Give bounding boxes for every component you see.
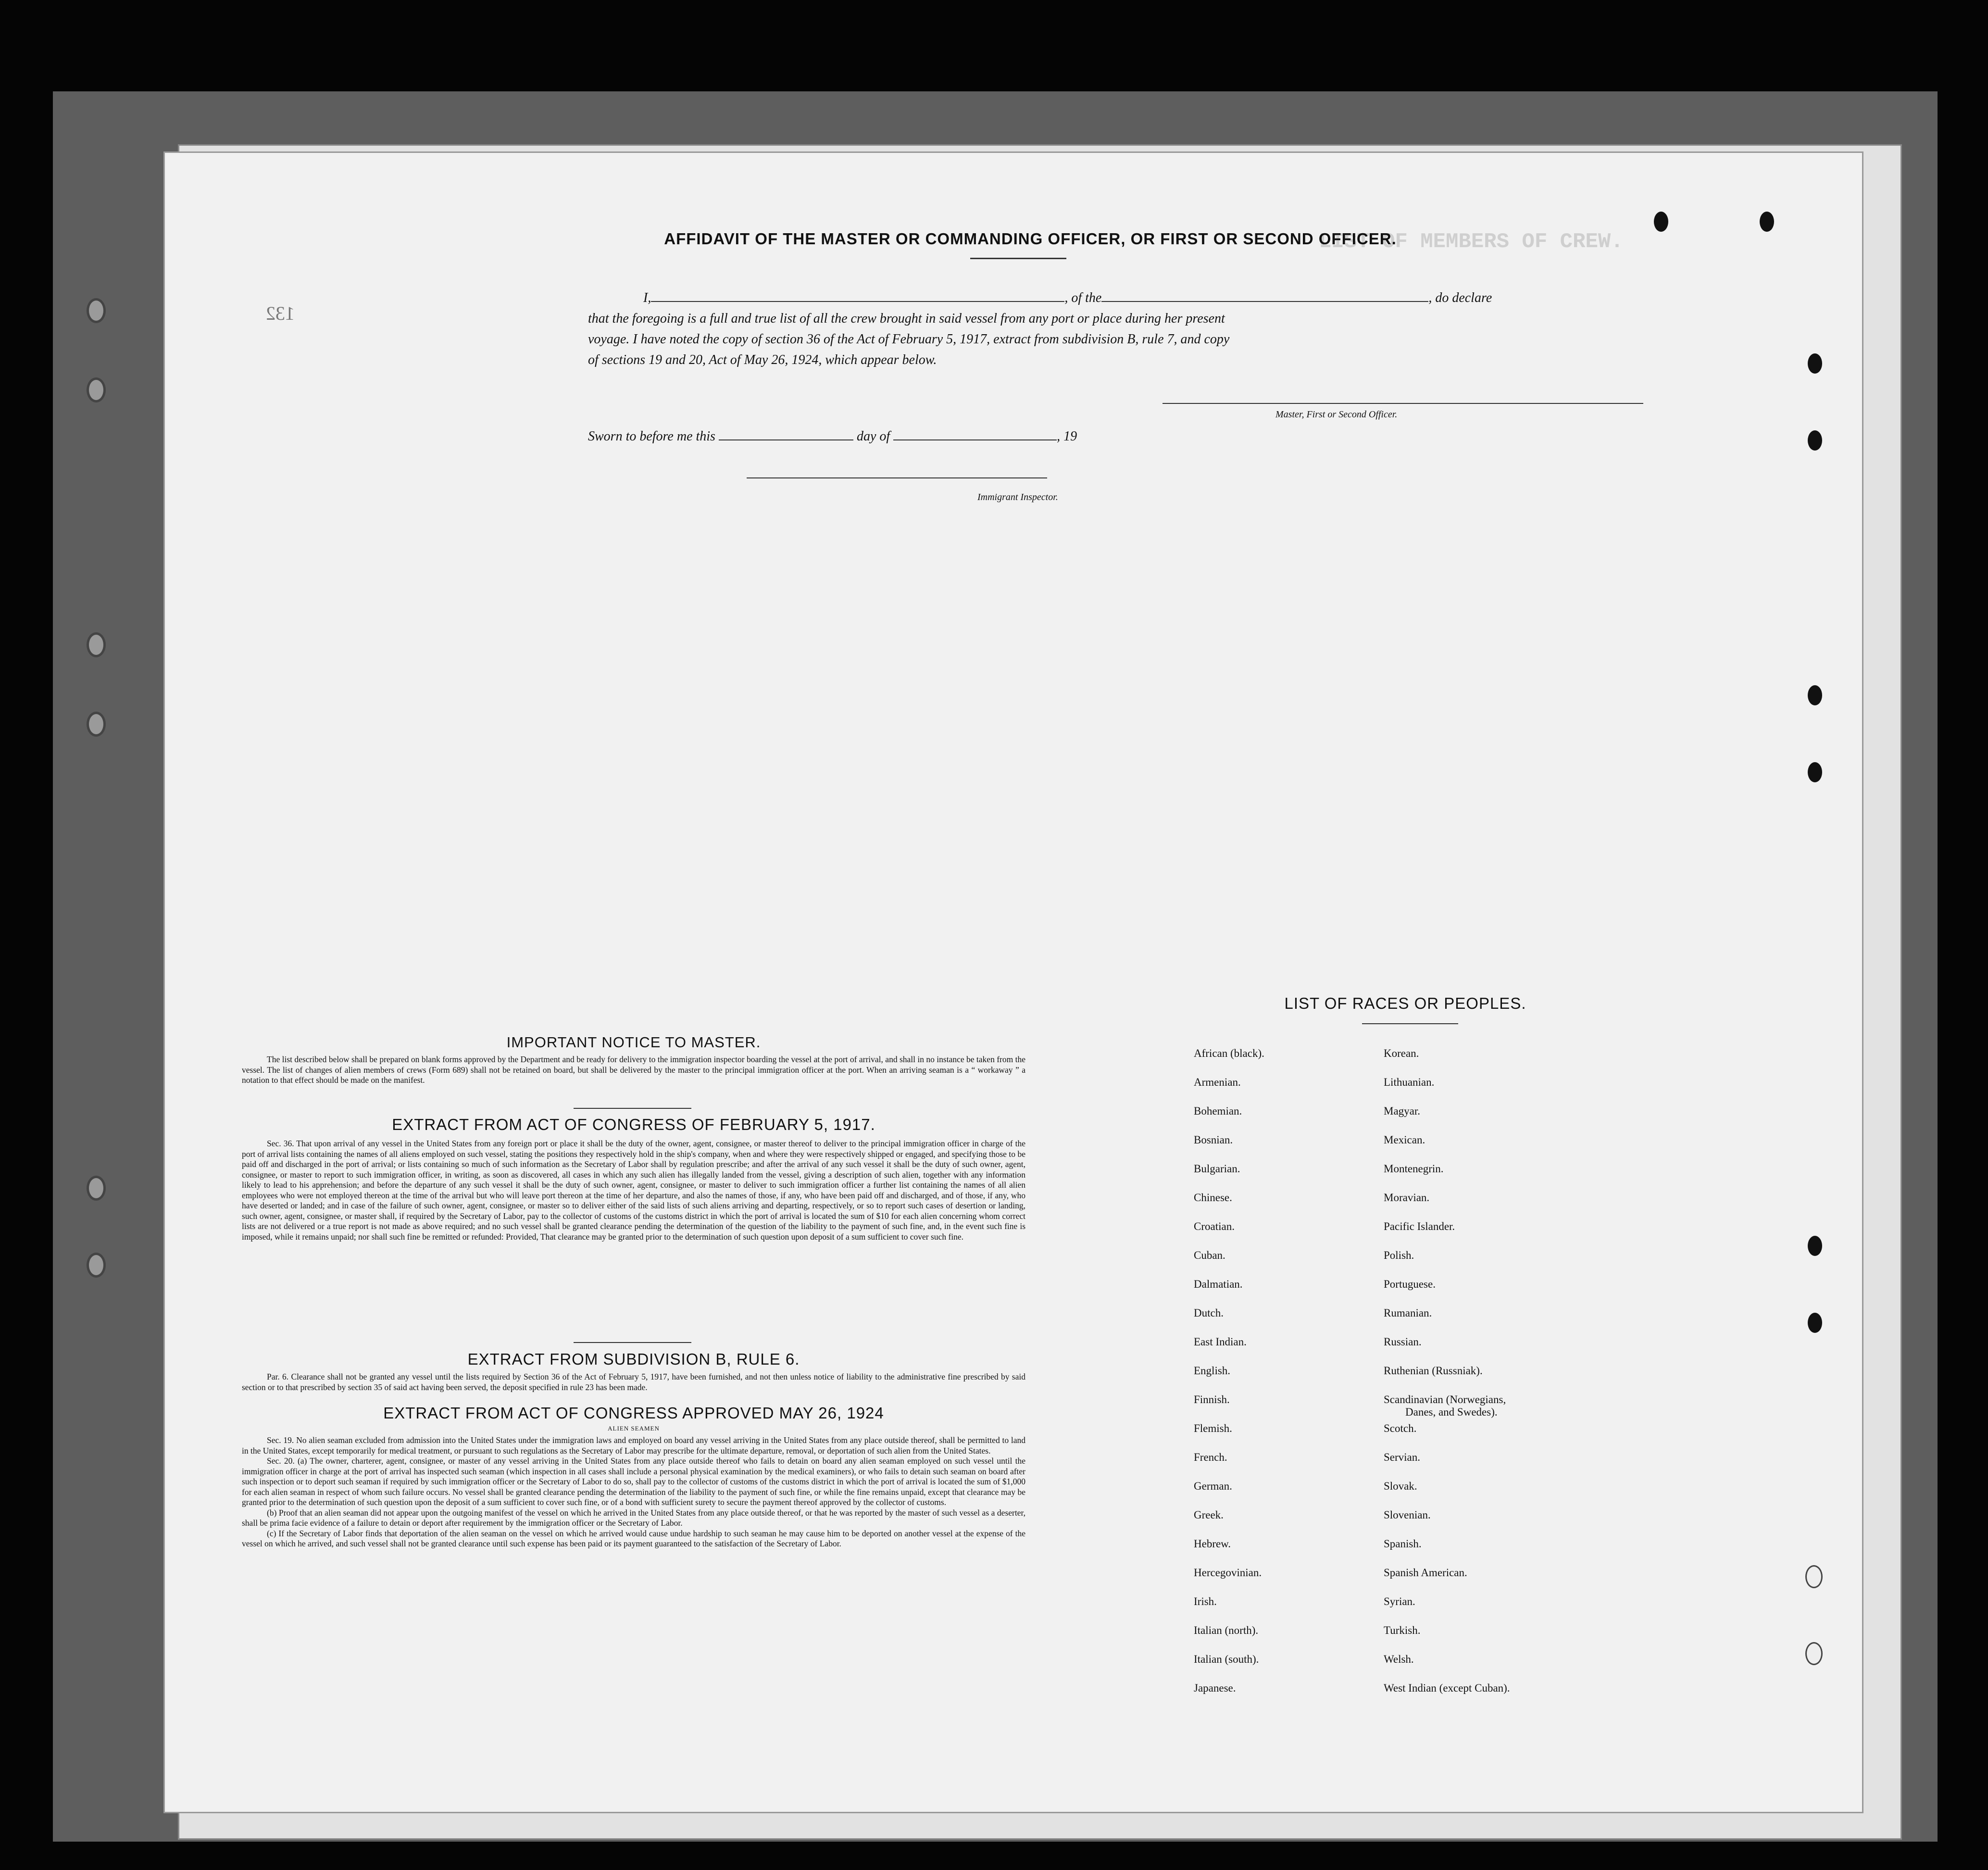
race-item: Magyar. [1384,1105,1421,1117]
punch-hole [1808,353,1822,374]
race-item: Slovak. [1384,1480,1417,1492]
sworn-year: , 19 [1057,429,1077,444]
race-item: Scandinavian (Norwegians, [1384,1393,1506,1406]
officer-name-blank [651,289,1064,302]
divider [1362,1023,1458,1024]
divider [574,1342,691,1343]
race-item: Spanish American. [1384,1567,1467,1579]
race-item: Bohemian. [1194,1105,1242,1117]
race-item: Syrian. [1384,1595,1415,1607]
race-item: Dutch. [1194,1307,1224,1319]
master-signature-line [1163,403,1643,404]
extract-rule6-text [242,1372,1025,1393]
punch-hole [1760,212,1774,232]
race-item: Danes, and Swedes). [1405,1406,1498,1418]
race-item: Welsh. [1384,1653,1414,1665]
race-item: Irish. [1194,1595,1217,1607]
race-item: Japanese. [1194,1682,1236,1694]
race-item: Croatian. [1194,1220,1235,1232]
races-title: LIST OF RACES OR PEOPLES. [1284,994,1526,1012]
race-item: Bosnian. [1194,1134,1233,1146]
race-item: Slovenian. [1384,1509,1431,1521]
extract-rule6-title: EXTRACT FROM SUBDIVISION B, RULE 6. [467,1350,800,1368]
race-item: German. [1194,1480,1232,1492]
document-page [163,151,1863,1813]
divider [970,258,1066,259]
sec-36-paragraph: Sec. 36. That upon arrival of any vessel in the United States from any foreign port or place it shall be the duty of the owner, agent, consignee, or master thereof to deliver to the principal immigration officer in charge of the port of arrival lists containing the names of all aliens employed on such vessel, stating the positions they respectively hold in the ship's company, when and where they were respectively shipped or engaged, and specifying those to be paid off and discharged in the port of arrival; or lists containing so much of such information as the Secretary of Labor shall by regulation prescribe; and after the arrival of any such vessel it shall be the duty of such owner, agent, consignee, or master to report to such immigration officer, in writing, as soon as discovered, all cases in which any such alien has illegally landed from the vessel, giving a description of such alien, together with any information likely to lead to his apprehension; and before the departure of any such vessel it shall be the duty of such owner, agent, consignee, or master to deliver to such immigration officer a further list containing the names of all alien employees who were not employed thereon at the time of the arrival but who will leave port thereon at the time of her departure, and also the names of those, if any, who have been paid off and discharged, and of those, if any, who have deserted or landed; and in case of the failure of such owner, agent, consignee, or master so to deliver either of the said lists of such aliens arriving and departing, respectively, or so to report such cases of desertion or landing, such owner, agent, consignee, or master shall, if required by the Secretary of Labor, pay to the collector of customs of the customs district in which the port of arrival is located the sum of $10 for each alien concerning whom correct lists are not delivered or a true report is not made as above required; and no such vessel shall be granted clearance pending the determination of the question of the liability to the payment of such fine, and, in the event such fine is imposed, while it remains unpaid; nor shall such fine be remitted or refunded: Provided, That clearance may be granted prior to the determination of such question upon deposit of a sum sufficient to cover such fine. [242,1139,1025,1242]
punch-hole [87,377,106,402]
race-item: Dalmatian. [1194,1278,1243,1290]
race-item: Korean. [1384,1047,1419,1059]
extract-1917-text [242,1139,1025,1242]
punch-hole [1808,762,1822,782]
master-signature-label: Master, First or Second Officer. [1275,409,1398,420]
sec-20b-paragraph: (b) Proof that an alien seaman did not appear upon the outgoing manifest of the vessel on which he arrived in the United States from any place outside thereof, or that he was reported by the master of such vessel as a deserter, shall be prima facie evidence of a failure to detain or deport after requirement by the immigration officer or the Secretary of Labor. [242,1507,1025,1528]
race-item: Hercegovinian. [1194,1567,1262,1579]
extract-1924-title: EXTRACT FROM ACT OF CONGRESS APPROVED MAY 26, 1924 [383,1404,884,1422]
race-item: Flemish. [1194,1422,1232,1434]
race-item: Russian. [1384,1336,1422,1348]
race-item: Pacific Islander. [1384,1220,1455,1232]
race-item: African (black). [1194,1047,1264,1059]
race-item: Hebrew. [1194,1538,1231,1550]
bleed-through-text: LIST OF MEMBERS OF CREW. [1319,230,1624,254]
extract-1917-title: EXTRACT FROM ACT OF CONGRESS OF FEBRUARY 5, 1917. [392,1116,875,1133]
sworn-month-blank [893,427,1057,440]
race-item: Moravian. [1384,1192,1430,1204]
affidavit-line-1 [588,288,1665,308]
punch-hole [87,298,106,323]
race-item: Mexican. [1384,1134,1425,1146]
race-item: East Indian. [1194,1336,1247,1348]
sworn-line [588,427,1077,444]
affidavit-line-3: voyage. I have noted the copy of section 36 of the Act of February 5, 1917, extract from subdivision B, rule 7, and copy [588,332,1230,347]
race-item: Scotch. [1384,1422,1417,1434]
race-item: Finnish. [1194,1393,1230,1406]
punch-hole [1654,212,1668,232]
sec-20a-paragraph: Sec. 20. (a) The owner, charterer, agent, consignee, or master of any vessel arriving in the United States from any place outside thereof who fails to detain on board any alien seaman employed on such vessel until the immigration officer in charge at the port of arrival has inspected such seaman (which inspection in all cases shall include a personal physical examination by the medical examiners), or who fails to detain such seaman on board after such inspection or to deport such seaman if required by such immigration officer or the Secretary of Labor to do so, shall pay to the collector of customs of the customs district in which the port of arrival is located the sum of $1,000 for each alien seaman in respect of whom such failure occurs. No vessel shall be granted clearance pending the determination of the liability to the payment of such fine, or while the fine remains unpaid, except that clearance may be granted prior to the determination of such question upon the deposit of a sum sufficient to cover such fine, or of a bond with sufficient surety to secure the payment thereof approved by the collector of customs. [242,1456,1025,1507]
inspector-label: Immigrant Inspector. [977,492,1058,502]
label-do-declare: , do declare [1428,290,1492,305]
race-item: Portuguese. [1384,1278,1436,1290]
race-item: French. [1194,1451,1227,1463]
affidavit-title: AFFIDAVIT OF THE MASTER OR COMMANDING OFFICER, OR FIRST OR SECOND OFFICER. [664,230,1397,248]
punch-hole [1808,430,1822,451]
race-item: Montenegrin. [1384,1163,1444,1175]
race-item: Armenian. [1194,1076,1241,1088]
vessel-name-blank [1101,289,1428,302]
punch-hole [87,712,106,737]
notice-paragraph: The list described below shall be prepared on blank forms approved by the Department and be ready for delivery to the immigration inspector boarding the vessel at the port of arrival, and shall in no instance be taken from the vessel. The list of changes of alien members of crews (Form 689) shall not be retained on board, but shall be delivered by the master to the principal immigration officer at the port. When an arriving seaman is a “ workaway ” a notation to that effect should be made on the manifest. [242,1054,1025,1085]
extract-1924-subtitle: ALIEN SEAMEN [608,1425,660,1432]
sec-19-paragraph: Sec. 19. No alien seaman excluded from admission into the United States under the immigration laws and employed on board any vessel arriving in the United States from any place outside thereof, shall be permitted to land in the United States, except temporarily for medical treatment, or pursuant to such regulations as the Secretary of Labor may prescribe for the ultimate departure, removal, or deportation of such alien from the United States. [242,1435,1025,1456]
notice-title: IMPORTANT NOTICE TO MASTER. [506,1034,761,1051]
race-item: English. [1194,1365,1231,1377]
affidavit-body [588,288,1665,370]
race-item: Chinese. [1194,1192,1232,1204]
punch-hole [1805,1642,1823,1665]
race-item: Cuban. [1194,1249,1225,1261]
race-item: Turkish. [1384,1624,1421,1636]
punch-hole [87,1253,106,1278]
sworn-prefix: Sworn to before me this [588,429,715,444]
divider [574,1108,691,1109]
inspector-signature-line [747,477,1047,478]
race-item: Ruthenian (Russniak). [1384,1365,1483,1377]
sworn-day-of: day of [856,429,890,444]
race-item: West Indian (except Cuban). [1384,1682,1510,1694]
race-item: Greek. [1194,1509,1224,1521]
punch-hole [1808,1236,1822,1256]
sec-20c-paragraph: (c) If the Secretary of Labor finds that deportation of the alien seaman on the vessel on which he arrived would cause undue hardship to such seaman he may cause him to be deported on another vessel at the expense of the vessel on which he arrived, and such vessel shall not be granted clearance until such expense has been paid or its payment guaranteed to the satisfaction of the Secretary of Labor. [242,1528,1025,1548]
punch-hole [1808,1313,1822,1333]
race-item: Rumanian. [1384,1307,1432,1319]
race-item: Spanish. [1384,1538,1422,1550]
race-item: Italian (north). [1194,1624,1259,1636]
punch-hole [87,632,106,657]
sworn-day-blank [719,427,853,440]
notice-text [242,1054,1025,1086]
punch-hole [87,1176,106,1201]
affidavit-line-4: of sections 19 and 20, Act of May 26, 1924, which appear below. [588,352,937,367]
race-item: Bulgarian. [1194,1163,1240,1175]
extract-1924-text [242,1435,1025,1549]
punch-hole [1808,685,1822,705]
race-item: Polish. [1384,1249,1414,1261]
margin-mark: 132 [266,302,295,324]
punch-hole [1805,1565,1823,1588]
affidavit-line-2: that the foregoing is a full and true list of all the crew brought in said vessel from any port or place during her present [588,311,1225,326]
label-of-the: , of the [1064,290,1102,305]
label-i: I, [643,290,651,305]
par-6-paragraph: Par. 6. Clearance shall not be granted any vessel until the lists required by Section 36 of the Act of February 5, 1917, have been furnished, and not then unless notice of liability to the administrative fine prescribed by said section or to that prescribed by section 35 of said act having been served, the deposit specified in rule 23 has been made. [242,1372,1025,1392]
race-item: Servian. [1384,1451,1421,1463]
race-item: Lithuanian. [1384,1076,1435,1088]
race-item: Italian (south). [1194,1653,1259,1665]
